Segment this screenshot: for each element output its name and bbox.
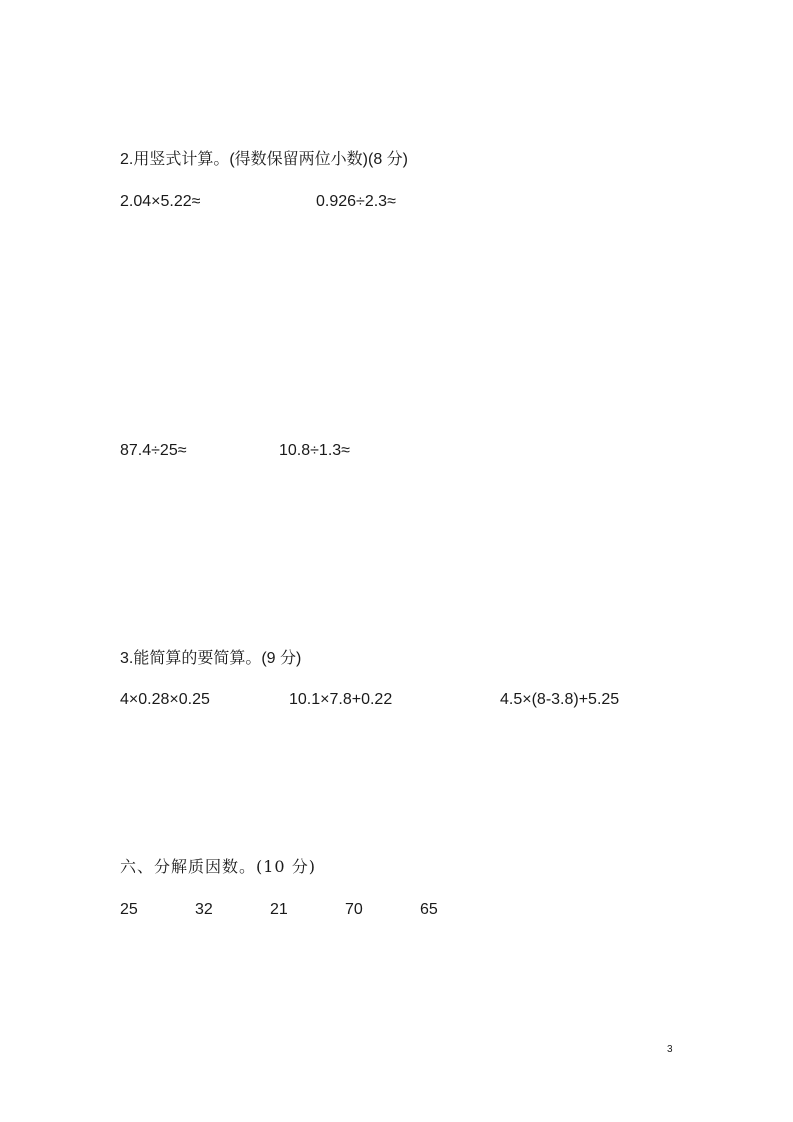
- factor-number-1: 25: [120, 901, 138, 918]
- section-3-title: 3.能简算的要简算。(9 分): [120, 650, 302, 667]
- factor-number-5: 65: [420, 901, 438, 918]
- section-2-title: 2.用竖式计算。(得数保留两位小数)(8 分): [120, 151, 409, 168]
- problem-3-1: 4×0.28×0.25: [120, 691, 210, 708]
- section-6-title: 六、分解质因数。(10 分): [120, 857, 316, 876]
- problem-2-4: 10.8÷1.3≈: [279, 442, 350, 459]
- problem-3-3: 4.5×(8-3.8)+5.25: [500, 691, 620, 708]
- problem-2-3: 87.4÷25≈: [120, 442, 187, 459]
- page-number: 3: [667, 1044, 673, 1055]
- problem-2-1: 2.04×5.22≈: [120, 193, 201, 210]
- factor-number-4: 70: [345, 901, 363, 918]
- problem-3-2: 10.1×7.8+0.22: [289, 691, 393, 708]
- problem-2-2: 0.926÷2.3≈: [316, 193, 396, 210]
- factor-number-3: 21: [270, 901, 288, 918]
- factor-number-2: 32: [195, 901, 213, 918]
